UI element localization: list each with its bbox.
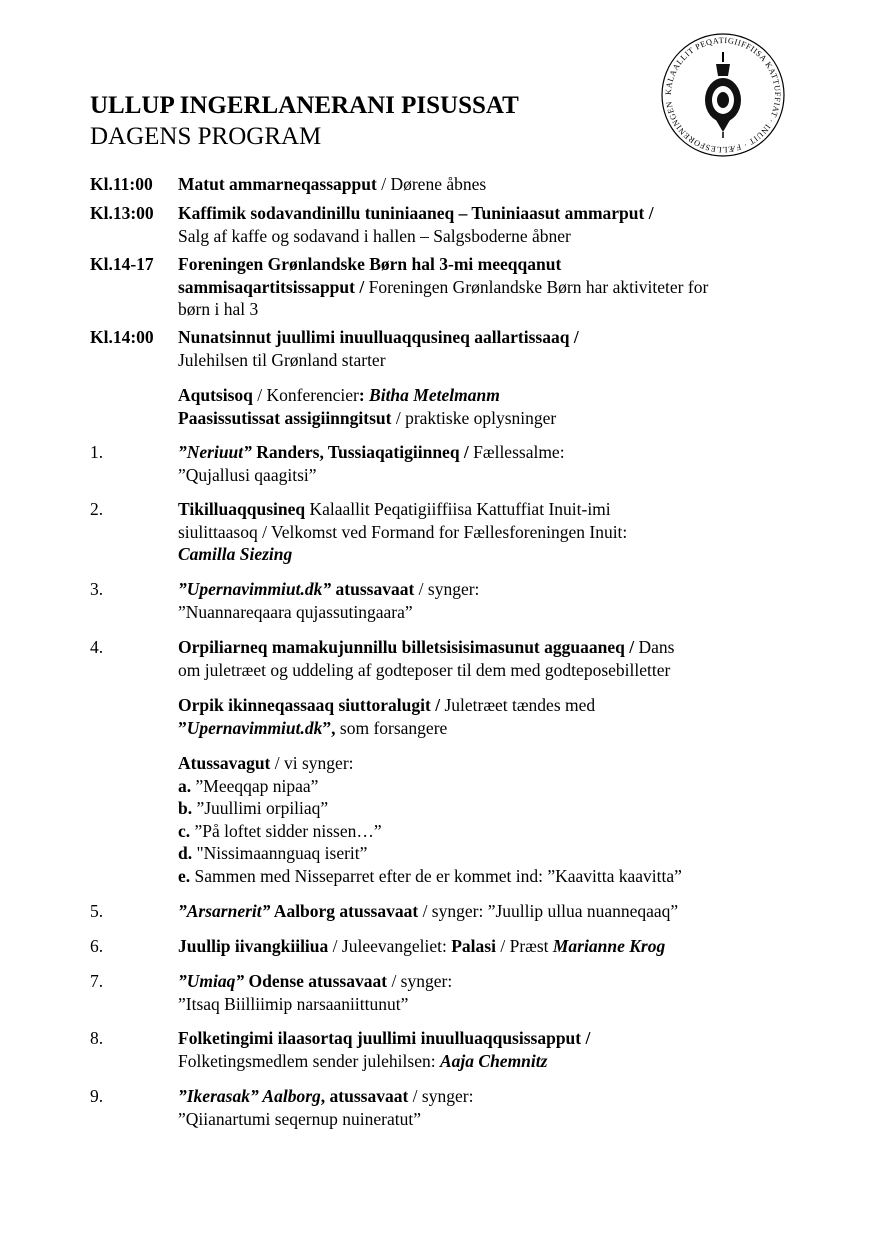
item-title-danish: Folketingsmedlem sender julehilsen: bbox=[178, 1050, 440, 1071]
program-entry-kl1300 bbox=[90, 202, 790, 247]
entry-title-danish: / Dørene åbnes bbox=[376, 174, 487, 194]
song-title: ”På loftet sidder nissen…” bbox=[190, 820, 382, 841]
program-item-1 bbox=[90, 441, 790, 486]
program-item-7 bbox=[90, 970, 790, 1015]
item-title-danish: / synger: bbox=[387, 971, 453, 991]
item-number: 5. bbox=[90, 901, 104, 921]
item-number: 7. bbox=[90, 971, 104, 991]
song-title: ”Qiianartumi seqernup nuineratut” bbox=[178, 1108, 421, 1129]
choir-name: ”Ikerasak” Aalborg bbox=[178, 1086, 321, 1106]
program-item-6 bbox=[90, 935, 790, 958]
item-number: 3. bbox=[90, 579, 104, 599]
item-title-danish: Dans bbox=[634, 637, 675, 657]
speaker-name: Marianne Krog bbox=[552, 936, 666, 956]
program-item-9 bbox=[90, 1085, 790, 1130]
item-number: 1. bbox=[90, 442, 104, 462]
item-number: 4. bbox=[90, 637, 104, 657]
program-item-3 bbox=[90, 578, 790, 623]
item-number: 9. bbox=[90, 1086, 104, 1106]
item-number: 6. bbox=[90, 936, 104, 956]
item-title-greenlandic: Folketingimi ilaasortaq juullimi inuulluaqqusissapput / bbox=[178, 1028, 591, 1048]
host-label-danish: / Konferencier bbox=[252, 385, 359, 405]
entry-time: Kl.14-17 bbox=[90, 254, 154, 274]
host-colon: : bbox=[358, 385, 370, 405]
song-title: ”Itsaq Biilliimip narsaaniittunut” bbox=[178, 993, 409, 1014]
page-subtitle: DAGENS PROGRAM bbox=[90, 123, 322, 150]
program-item-4-songs bbox=[90, 752, 790, 887]
seal-ring-text: KALAALLIT PEQATIGIIFFIISA KATTUFFIAT · INUIT · FÆLLESFORENINGEN bbox=[663, 35, 783, 155]
item-title-greenlandic: , atussavaat bbox=[320, 1086, 409, 1106]
choir-name: ”Umiaq” bbox=[178, 971, 245, 991]
program-item-8 bbox=[90, 1027, 790, 1072]
item-title-danish: Fællessalme: bbox=[468, 442, 565, 462]
host-name: Bitha Metelmanm bbox=[369, 385, 500, 405]
song-letter: b. bbox=[178, 798, 193, 818]
song-title: ”Nuannareqaara qujassutingaara” bbox=[178, 601, 413, 622]
program-entry-kl1400 bbox=[90, 326, 790, 371]
entry-title-greenlandic: Foreningen Grønlandske Børn hal 3-mi meeqqanut bbox=[178, 254, 562, 274]
song-letter: c. bbox=[178, 820, 191, 841]
item-title-greenlandic: Aalborg atussavaat bbox=[270, 901, 419, 921]
role-greenlandic: Palasi bbox=[451, 936, 496, 956]
speaker-name: Camilla Siezing bbox=[178, 544, 293, 564]
entry-title-greenlandic: Nunatsinnut juullimi inuulluaqqusineq aallartissaaq / bbox=[178, 327, 579, 347]
song-title: ”Juullimi orpiliaq” bbox=[192, 798, 329, 818]
role-danish: / Præst bbox=[495, 936, 553, 956]
item-title-greenlandic: atussavaat bbox=[331, 579, 415, 599]
choir-name: ”Neriuut” bbox=[178, 442, 252, 462]
songs-label-greenlandic: Atussavagut bbox=[178, 753, 271, 773]
songs-label-danish: / vi synger: bbox=[270, 753, 354, 773]
song-item-e bbox=[178, 865, 790, 888]
program-item-4 bbox=[90, 636, 790, 681]
entry-title-danish: Julehilsen til Grønland starter bbox=[178, 349, 386, 370]
item-title-greenlandic: Tikilluaqqusineq bbox=[178, 499, 306, 519]
item-title-danish: siulittaasoq / Velkomst ved Formand for Fællesforeningen Inuit: bbox=[178, 521, 628, 542]
song-letter: e. bbox=[178, 865, 191, 886]
entry-title-danish: Salg af kaffe og sodavand i hallen – Salgsboderne åbner bbox=[178, 225, 571, 246]
entry-title-danish: Foreningen Grønlandske Børn har aktiviteter for bbox=[364, 276, 709, 297]
program-host-info bbox=[90, 384, 790, 429]
choir-name: ”Upernavimmiut.dk” bbox=[178, 579, 332, 599]
subitem-title-danish-cont: som forsangere bbox=[335, 717, 448, 738]
close-quote: ”, bbox=[322, 717, 336, 738]
item-title-greenlandic: Randers, Tussiaqatigiinneq / bbox=[251, 442, 469, 462]
song-title: ”Qujallusi qaagitsi” bbox=[178, 464, 317, 485]
item-title-greenlandic: Orpiliarneq mamakujunnillu billetsisisimasunut agguaaneq / bbox=[178, 637, 635, 657]
host-label-greenlandic: Aqutsisoq bbox=[178, 385, 253, 405]
song-item-d bbox=[178, 842, 790, 865]
item-title-danish: / synger: ”Juullip ullua nuanneqaaq” bbox=[418, 901, 679, 921]
song-title: "Nissimaannguaq iserit” bbox=[192, 843, 368, 863]
item-title-danish: / Juleevangeliet: bbox=[328, 936, 452, 956]
item-title-danish: / synger: bbox=[408, 1086, 474, 1106]
song-item-c bbox=[178, 820, 790, 843]
subitem-title-greenlandic: Orpik ikinneqassaaq siuttoralugit / bbox=[178, 695, 441, 715]
subitem-title-danish: Juletræet tændes med bbox=[440, 695, 596, 715]
entry-time: Kl.14:00 bbox=[90, 327, 154, 347]
entry-title-greenlandic-cont: sammisaqartitsissapput / bbox=[178, 276, 365, 297]
song-item-a bbox=[178, 775, 790, 798]
entry-time: Kl.11:00 bbox=[90, 174, 153, 194]
song-title: ”Meeqqap nipaa” bbox=[191, 775, 319, 796]
program-entry-kl1100 bbox=[90, 173, 790, 196]
song-title: Sammen med Nisseparret efter de er kommet ind: ”Kaavitta kaavitta” bbox=[190, 865, 682, 886]
song-letter: a. bbox=[178, 775, 192, 796]
association-seal-logo bbox=[658, 30, 788, 160]
program-entry-kl1417 bbox=[90, 253, 790, 321]
song-letter: d. bbox=[178, 843, 193, 863]
song-item-b bbox=[178, 797, 790, 820]
info-label-danish: / praktiske oplysninger bbox=[391, 407, 557, 428]
entry-time: Kl.13:00 bbox=[90, 203, 154, 223]
item-title-greenlandic-cont: Kalaallit Peqatigiiffiisa Kattuffiat Inuit-imi bbox=[305, 499, 611, 519]
item-number: 8. bbox=[90, 1028, 104, 1048]
program-item-4-tree-lighting bbox=[90, 694, 790, 739]
item-number: 2. bbox=[90, 499, 104, 519]
entry-title-danish-cont: børn i hal 3 bbox=[178, 299, 259, 319]
info-label-greenlandic: Paasissutissat assigiinngitsut bbox=[178, 407, 392, 428]
choir-name: ”Arsarnerit” bbox=[178, 901, 271, 921]
soapstone-lamp-icon bbox=[705, 52, 741, 138]
program-item-2 bbox=[90, 498, 790, 566]
page-title: ULLUP INGERLANERANI PISUSSAT bbox=[90, 92, 519, 119]
program-item-5 bbox=[90, 900, 790, 923]
item-title-greenlandic: Juullip iivangkiiliua bbox=[178, 936, 329, 956]
choir-name: Upernavimmiut.dk bbox=[186, 717, 323, 738]
entry-title-greenlandic: Kaffimik sodavandinillu tuniniaaneq – Tuniniaasut ammarput / bbox=[178, 203, 654, 223]
item-title-danish: / synger: bbox=[414, 579, 480, 599]
open-quote: ” bbox=[178, 717, 187, 738]
item-title-danish-cont: om juletræet og uddeling af godteposer til dem med godteposebilletter bbox=[178, 659, 671, 680]
item-title-greenlandic: Odense atussavaat bbox=[244, 971, 388, 991]
entry-title-greenlandic: Matut ammarneqassapput bbox=[178, 174, 377, 194]
speaker-name: Aaja Chemnitz bbox=[439, 1050, 548, 1071]
